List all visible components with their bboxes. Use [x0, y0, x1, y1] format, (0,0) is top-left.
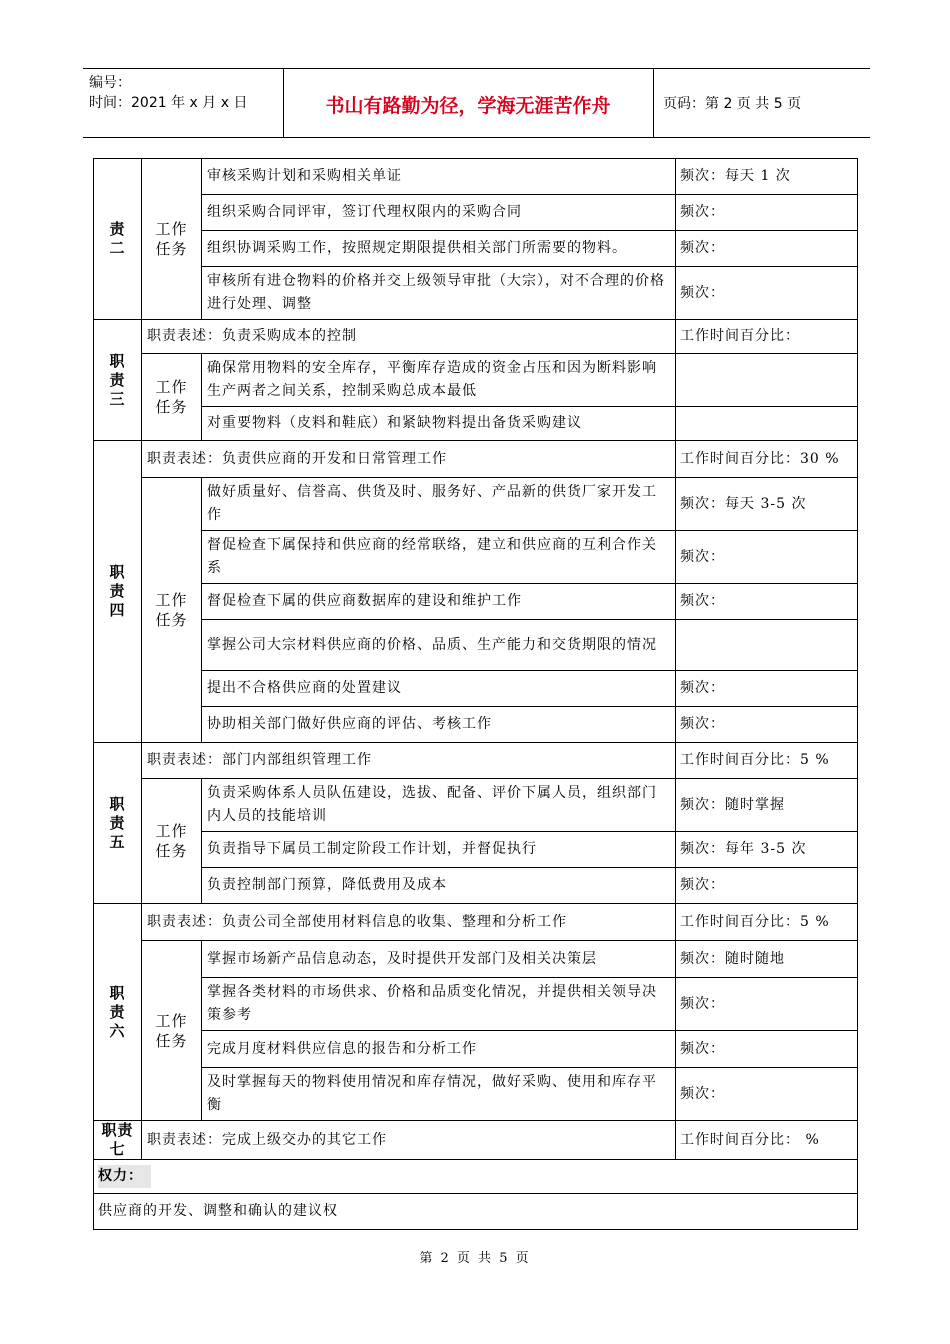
duty-2-task-label: 工作 任务 [142, 159, 202, 320]
duty-6-percent: 工作时间百分比：5 % [676, 904, 858, 941]
duty-3-freq-1 [676, 354, 858, 407]
table-row [94, 407, 858, 441]
header-page-number: 页码：第 2 页 共 5 页 [663, 96, 802, 112]
table-row [94, 354, 858, 407]
table-row [94, 941, 858, 978]
table-row [94, 478, 858, 531]
duty-6-freq-3: 频次： [676, 1031, 858, 1068]
duty-4-freq-4 [676, 620, 858, 671]
duty-7-name: 职责 七 [94, 1121, 142, 1160]
duty-4-freq-2: 频次： [676, 531, 858, 584]
table-row [94, 1194, 858, 1230]
duty-4-task-2: 督促检查下属保持和供应商的经常联络，建立和供应商的互利合作关系 [202, 531, 676, 584]
duty-5-task-label: 工作 任务 [142, 779, 202, 904]
table-row [94, 441, 858, 478]
duty-6-task-3: 完成月度材料供应信息的报告和分析工作 [202, 1031, 676, 1068]
duty-4-task-3: 督促检查下属的供应商数据库的建设和维护工作 [202, 584, 676, 620]
duty-4-task-1: 做好质量好、信誉高、供货及时、服务好、产品新的供货厂家开发工作 [202, 478, 676, 531]
duty-2-task-3: 组织协调采购工作，按照规定期限提供相关部门所需要的物料。 [202, 231, 676, 267]
duties-table [93, 158, 858, 1230]
duty-6-description: 职责表述：负责公司全部使用材料信息的收集、整理和分析工作 [142, 904, 676, 941]
power-heading: 权力： [98, 1165, 151, 1188]
table-row [94, 832, 858, 868]
duty-4-freq-5: 频次： [676, 671, 858, 707]
table-row [94, 779, 858, 832]
table-row [94, 1121, 858, 1160]
table-row [94, 868, 858, 904]
duty-5-name: 职 责 五 [94, 743, 142, 904]
duty-4-freq-3: 频次： [676, 584, 858, 620]
table-row [94, 320, 858, 354]
duty-6-task-2: 掌握各类材料的市场供求、价格和品质变化情况，并提供相关领导决策参考 [202, 978, 676, 1031]
table-row [94, 531, 858, 584]
table-row [94, 620, 858, 671]
duty-5-freq-2: 频次：每年 3-5 次 [676, 832, 858, 868]
duty-2-name: 责 二 [94, 159, 142, 320]
duty-3-percent: 工作时间百分比： [676, 320, 858, 354]
duty-5-freq-3: 频次： [676, 868, 858, 904]
table-row [94, 159, 858, 195]
duty-2-task-4: 审核所有进仓物料的价格并交上级领导审批（大宗），对不合理的价格进行处理、调整 [202, 267, 676, 320]
duty-2-freq-3: 频次： [676, 231, 858, 267]
duty-2-task-1: 审核采购计划和采购相关单证 [202, 159, 676, 195]
duty-4-freq-1: 频次：每天 3-5 次 [676, 478, 858, 531]
duty-4-percent: 工作时间百分比：30 % [676, 441, 858, 478]
table-row [94, 584, 858, 620]
table-row [94, 195, 858, 231]
page-header [83, 68, 870, 138]
duty-2-freq-4: 频次： [676, 267, 858, 320]
table-row [94, 1068, 858, 1121]
table-row [94, 1031, 858, 1068]
duty-6-name: 职 责 六 [94, 904, 142, 1121]
duty-4-name: 职 责 四 [94, 441, 142, 743]
duty-3-task-1: 确保常用物料的安全库存，平衡库存造成的资金占压和因为断料影响生产两者之间关系，控制采购总成本最低 [202, 354, 676, 407]
table-row [94, 231, 858, 267]
duty-7-description: 职责表述：完成上级交办的其它工作 [142, 1121, 676, 1160]
table-row [94, 904, 858, 941]
duty-5-task-2: 负责指导下属员工制定阶段工作计划，并督促执行 [202, 832, 676, 868]
duty-7-percent: 工作时间百分比： % [676, 1121, 858, 1160]
duty-6-freq-4: 频次： [676, 1068, 858, 1121]
duty-6-freq-1: 频次：随时随地 [676, 941, 858, 978]
duty-5-description: 职责表述：部门内部组织管理工作 [142, 743, 676, 779]
duty-2-freq-1: 频次：每天 1 次 [676, 159, 858, 195]
table-row [94, 978, 858, 1031]
power-text: 供应商的开发、调整和确认的建议权 [94, 1194, 858, 1230]
duty-2-task-2: 组织采购合同评审，签订代理权限内的采购合同 [202, 195, 676, 231]
duty-5-task-3: 负责控制部门预算，降低费用及成本 [202, 868, 676, 904]
header-motto: 书山有路勤为径，学海无涯苦作舟 [325, 95, 611, 117]
duty-6-task-1: 掌握市场新产品信息动态，及时提供开发部门及相关决策层 [202, 941, 676, 978]
duty-3-description: 职责表述：负责采购成本的控制 [142, 320, 676, 354]
page-footer: 第 2 页 共 5 页 [419, 1251, 531, 1266]
duty-2-freq-2: 频次： [676, 195, 858, 231]
header-divider [653, 69, 654, 137]
duty-4-task-label: 工作 任务 [142, 478, 202, 743]
duty-4-task-5: 提出不合格供应商的处置建议 [202, 671, 676, 707]
duty-6-task-label: 工作 任务 [142, 941, 202, 1121]
duty-5-freq-1: 频次：随时掌握 [676, 779, 858, 832]
duty-6-task-4: 及时掌握每天的物料使用情况和库存情况，做好采购、使用和库存平衡 [202, 1068, 676, 1121]
duty-4-freq-6: 频次： [676, 707, 858, 743]
duty-3-task-2: 对重要物料（皮料和鞋底）和紧缺物料提出备货采购建议 [202, 407, 676, 441]
duty-6-freq-2: 频次： [676, 978, 858, 1031]
document-number-label: 编号： [89, 75, 131, 91]
duty-4-task-4: 掌握公司大宗材料供应商的价格、品质、生产能力和交货期限的情况 [202, 620, 676, 671]
table-row [94, 1160, 858, 1194]
table-row [94, 707, 858, 743]
duty-5-task-1: 负责采购体系人员队伍建设，选拔、配备、评价下属人员，组织部门内人员的技能培训 [202, 779, 676, 832]
duty-4-description: 职责表述：负责供应商的开发和日常管理工作 [142, 441, 676, 478]
table-row [94, 671, 858, 707]
duty-5-percent: 工作时间百分比：5 % [676, 743, 858, 779]
table-row [94, 743, 858, 779]
document-time-label: 时间：2021 年 x 月 x 日 [89, 95, 248, 111]
duty-3-name: 职 责 三 [94, 320, 142, 441]
table-row [94, 267, 858, 320]
header-meta [89, 73, 247, 113]
duty-3-task-label: 工作 任务 [142, 354, 202, 441]
duty-3-freq-2 [676, 407, 858, 441]
power-heading-cell [94, 1160, 858, 1194]
duty-4-task-6: 协助相关部门做好供应商的评估、考核工作 [202, 707, 676, 743]
